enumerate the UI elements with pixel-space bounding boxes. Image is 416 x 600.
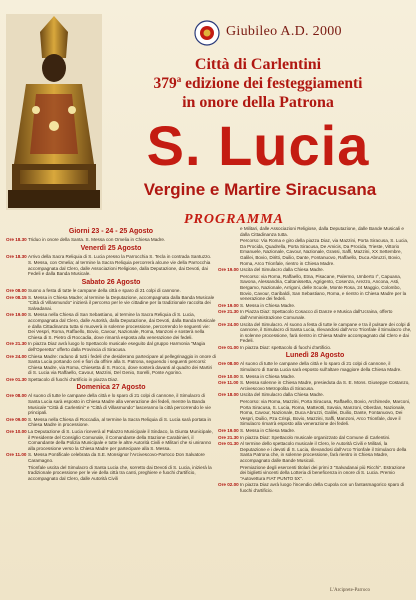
entry-text: Triduo in onore della Santa. S. Messa con Omelia in Chiesa Madre. — [28, 237, 166, 242]
program-entry — [6, 452, 216, 463]
entry-time: Ore 09.00 — [6, 416, 27, 422]
entry-text: S. Messa, con Omelia; al termine la Sacra Reliquia percorrerà alcune vie della Parrocchia accompagnata dal Clero, dalle Associazioni Religiose, dalla Deputazione, dai Devoti, dai Fedeli e dalla Banda Musicale. — [28, 260, 211, 277]
entry-text: Trionfale uscita del Simulacro di Santa Lucia che, sorretto dai Devoti di S. Lucia, inizierà la tradizionale processione per le vie della città tra canti, preghiere e fuochi d'artificio, accompagnato dal Clero, dalle Autorità Civili — [28, 464, 212, 481]
day-heading: Domenica 27 Agosto — [76, 384, 146, 392]
program-entry — [6, 417, 216, 428]
martyr-subtitle: Vergine e Martire Siracusana — [143, 180, 377, 199]
entry-time: Ore 24.00 — [218, 321, 239, 327]
entry-text: S. Messa in Chiesa Madre. — [240, 302, 296, 308]
program-columns — [0, 226, 416, 586]
program-entry — [6, 341, 216, 352]
entry-time: Ore 08.00 — [6, 287, 27, 293]
entry-text: Al suono di tutte le campane della città e lo sparo di 21 colpi di cannone, il Simulacro di Santa Lucia sarà esposto sull'altare maggiore della Chiesa Madre. — [240, 361, 402, 373]
entry-time: Ore 18.30 — [6, 253, 27, 259]
program-entry — [6, 254, 216, 260]
day-heading: Giorni 23 - 24 - 25 Agosto — [68, 228, 154, 235]
entry-time: Ore 08.00 — [218, 361, 239, 367]
entry-text: Premiazione degli esercenti titolari dei primi 3 "Salvadanai più Ricchi". Estrazione dei biglietti vincenti della Lotteria di beneficenza in onore di S. Lucia. Premio "Autovettura FIAT PUNTO 5X". — [240, 464, 406, 481]
program-entry — [218, 380, 412, 391]
entry-text: Arrivo della Sacra Reliquia di S. Lucia presso la Parrocchia S. Tecla in contrada Santuzzo. — [28, 253, 212, 259]
program-entry — [218, 345, 412, 351]
program-entry — [218, 274, 412, 302]
program-entry — [218, 441, 412, 463]
edition-title — [100, 74, 416, 93]
entry-text: In piazza Diaz: Spettacolo musicale organizzato dal Comune di Carlentini. — [240, 434, 391, 440]
program-entry — [218, 238, 412, 266]
entry-time: Ore 11.00 — [218, 380, 239, 386]
day-heading: Sabato 26 Agosto — [81, 278, 141, 286]
entry-text: Uscita del Simulacro. Al suono a festa di tutte le campane e tra il pulsare dei colpi di cannone, il Simulacro di Santa Lucia, rilevandosi dall'Arco Trionfale il Simulacro che, in solenne processione, farà rientro in Chiesa Madre accompagnato dal Clero e dai Fedeli. — [240, 321, 412, 344]
program-entry — [6, 429, 216, 451]
program-entry — [218, 303, 412, 309]
entry-time: Ore 08.00 — [6, 393, 27, 399]
program-entry — [218, 361, 412, 372]
entry-text: Chiesa Madre: raduno di tutti i fedeli che desiderano partecipare al pellegrinaggio in onore di Santa Lucia portando ceri e fiori da offrire alla S. Patrona, seguendo i seguenti percorsi: Chiesa Madre, via Roma, Chiesetta di S. Rocco, dove sosterà davanti al quadro dei Martiri di S. Lucia via Raffaello, Cavour, Mazzini, Del Genio, Sorelli, Ponte Agorino. — [28, 353, 216, 376]
program-entry — [6, 295, 216, 312]
program-entry — [218, 392, 412, 398]
entry-text: e Militari, dalle Associazioni Religiose, dalla Deputazione, dalle Bande Musicali e dalla Cittadinanza tutta. — [240, 226, 404, 237]
saint-name-headline: S. Lucia — [146, 114, 370, 177]
program-entry — [218, 322, 412, 344]
program-entry — [218, 435, 412, 441]
entry-text: S. Messa solenne in Chiesa Madre, presieduta da S. E. Mons. Giuseppe Costanzo, Arcivescovo Metropolita di Siracusa. — [240, 380, 410, 391]
entry-text: S. Messa nella Chiesa di Roccadia, al termine la Sacra Reliquia di S. Lucia sarà portata in Chiesa Madre in processione. — [28, 416, 212, 428]
entry-time: Ore 11.00 — [6, 452, 27, 458]
program-entry — [6, 354, 216, 376]
entry-time: Ore 18.30 — [6, 237, 27, 242]
edition-number: 379 — [153, 75, 177, 93]
entry-time: Ore 21.30 — [6, 341, 27, 347]
program-entry — [218, 309, 412, 320]
program-entry — [218, 399, 412, 427]
entry-text: Uscita del Simulacro dalla Chiesa Madre. — [240, 267, 324, 273]
entry-text: In piazza Diaz: spettacolo di fuochi d'artificio. — [240, 344, 332, 350]
city-title: Città di Carlentini — [194, 56, 322, 73]
signature-line: L'Arciprete-Parroco — [330, 588, 371, 593]
program-entry — [218, 267, 412, 273]
program-entry — [6, 312, 216, 340]
entry-text: Al suono di tutte le campane della città e lo sparo di 21 colpi di cannone, il Simulacro di Santa Lucia sarà esposto in Chiesa Madre alla venerazione dei fedeli, mentre la Banda Musicale "Città di Carlentini" e "Città di Villasmundo" lasceranno la città percorrendo le vie principali. — [28, 393, 211, 416]
entry-time: Ore 08.15 — [6, 294, 27, 300]
program-entry — [6, 288, 216, 294]
entry-text: S. Messa in Chiesa Madre; al termine la Deputazione, accompagnata dalla Banda Musicale "Città di Villasmundo" inizierà il percorso per le vie cittadine per la tradizionale raccolta dei Salvadanai. — [28, 294, 215, 311]
program-entry — [218, 482, 412, 493]
entry-text: Percorso: via Roma, Raffaello, Etna, Pisacane, Palermo, Umberto I°, Capuana, Savona, Alessandria, Caltanissetta, Agrigento, Cosenza, Arezzo, Ancona, Asti, Bergamo, Nazionale, Arrigoni, delle Scuole, Monte Rosa, 24 Maggio, Colombo, Bovio, Cavour, Garibaldi, San Sebastiano, Roma, e rientro in Chiesa Madre per la venerazione dei fedeli. — [240, 273, 407, 302]
entry-text: Uscita del Simulacro dalla Chiesa Madre. — [240, 392, 324, 398]
program-right-column — [218, 226, 412, 586]
program-entry — [6, 237, 216, 243]
entry-text: Percorso: via Roma, Mazzini, Porta Siracusa, Raffaello, Bovio, Archimede, Marconi, Porta Siracusa, S. Lucia, Roma, Matteotti, Savoia, Manzoni, Oberdan, Nazionale, Roma, Cavour, Nazionale, Duca Abruzzi, Galilei, Duilio, Dante, Fontanuovo, Dei Vespri, Duilio, Pza Crispi, Bovio, Mazzini, Saffi, Manzoni, Arco Trionfale, dove il Simulacro rimarrà esposto alla venerazione dei fedeli. — [240, 399, 411, 427]
entry-time: Ore 19.00 — [218, 428, 239, 433]
entry-time: Ore 21.30 — [218, 434, 239, 440]
program-entry — [6, 260, 216, 277]
entry-time — [218, 226, 240, 237]
day-heading: Lunedì 28 Agosto — [285, 352, 345, 360]
poster-header — [0, 0, 416, 232]
program-entry — [6, 465, 216, 482]
entry-time: Ore 18.00 — [218, 392, 239, 398]
entry-text: S. Messa Pontificale celebrata da S.E. Monsignor l'Arcivescovo-Parroco Don Salvatore Caramagno. — [28, 452, 205, 463]
entry-text: Suono a festa di tutte le campane della città e sparo di 21 colpi di cannone. — [28, 287, 181, 293]
edition-text: edizione dei festeggiamenti — [185, 75, 363, 93]
entry-time — [218, 465, 240, 482]
entry-text: In piazza Diaz avrà luogo lo Spettacolo musicale eseguito dal gruppo Harmonia "Magia dell'Operetta" offerto dalla Provincia di Siracusa. — [28, 341, 206, 352]
entry-time: Ore 19.00 — [218, 302, 239, 308]
entry-time: Ore 21.30 — [218, 309, 239, 315]
edition-suffix: a — [176, 74, 182, 84]
entry-text: Al termine dello spettacolo musicale il Clero, le Autorità Civili e Militari, la Deputazione e i devoti di S. Lucia, rilevandosi dall'Arco Trionfale il Simulacro della Santa Patrona che, in solenne processione, farà rientro in Chiesa Madre, accompagnato dalle Bande Musicali. — [240, 441, 407, 463]
entry-text: S. Messa nella Chiesa di San Sebastiano, al termine la Sacra Reliquia di S. Lucia, accompagnata dal Clero, dalle Autorità, dalla Deputazione, dai Devoti, dalla Banda Musicale e dalla Cittadinanza tutta si muoverà in solenne processione, percorrendo le seguenti vie: Dei Vespri, Roma, Raffaello, Bovio, Cavour, Nazionale, Roma, Manzoni e sosterà nella Chiesa di S. Pietro di Roccadia, dove rimarrà esposta alla venerazione dei fedeli. — [28, 312, 216, 340]
program-entry — [218, 374, 412, 380]
jubilee-title: Giubileo A.D. 2000 — [226, 24, 342, 39]
program-entry — [218, 428, 412, 434]
entry-text: In Piazza Diaz: Spettacolo Cosacco di Danze e Musica dall'Ucraina, offerto dall'Amministrazione Comunale. — [240, 309, 393, 320]
entry-text: S. Messa in Chiesa Madre. — [240, 373, 296, 379]
entry-time: Ore 19.00 — [6, 312, 27, 318]
entry-text: Spettacolo di fuochi d'artificio in piazza Diaz. — [28, 376, 119, 382]
entry-time — [6, 465, 28, 482]
program-entry — [6, 377, 216, 383]
entry-text: La Deputazione di S. Lucia riceverà al Palazzo Municipale il Sindaco, la Giunta Municipale, il Presidente del Consiglio Comunale, il Comandante della Stazione Carabinieri, il Comandante della Polizia Municipale e tutte le altre Autorità Civili e Militari che si uniranno alla processione verso la Chiesa Madre per partecipare alla S. Messa. — [28, 429, 213, 451]
entry-time — [6, 260, 28, 277]
entry-text: S. Messa in Chiesa Madre. — [240, 428, 296, 433]
entry-time: Ore 10.00 — [218, 373, 239, 379]
entry-time: Ore 10.00 — [6, 429, 27, 435]
program-left-column — [6, 226, 216, 586]
program-entry — [218, 226, 412, 237]
entry-time: Ore 19.00 — [218, 267, 239, 273]
program-entry — [218, 465, 412, 482]
entry-time — [218, 399, 240, 427]
entry-time: Ore 01.30 — [218, 441, 239, 447]
entry-time — [218, 238, 240, 266]
entry-time: Ore 01.30 — [6, 376, 27, 382]
saint-lucia-statue-image — [6, 14, 102, 210]
entry-text: Percorso: Via Roma e giro della piazza Diaz, via Mazzini, Porta Siracusa, S. Lucia, Da Procida, Quadrella, Porta Siracusa, De Amicis, Da Procida, Trieste, Vittorio Emanuele, Nazionale, Cavour, Nazionale, Grassi, Saffi, Mazzini, XX Settembre, Galilei, Bovio, Diritti, Duilio, Dante, Fontanuovo, Raffaello, Duca Abruzzi, Bovio, Roma, Arco Trionfale, rientro in Chiesa Madre. — [240, 238, 409, 266]
entry-text: In piazza Diaz avrà luogo l'incendio della Cupola con un fantasmagorico sparo di fuochi d'artificio. — [240, 482, 405, 493]
programma-heading: PROGRAMMA — [184, 212, 285, 227]
jubilee-logo-icon — [194, 20, 220, 46]
entry-time: Ore 24.00 — [6, 353, 27, 359]
entry-time: Ore 02.00 — [218, 482, 239, 488]
entry-time: Ore 01.00 — [218, 344, 239, 350]
day-heading: Venerdì 25 Agosto — [80, 244, 142, 252]
entry-time — [218, 274, 240, 302]
program-entry — [6, 393, 216, 415]
patron-subtitle: in onore della Patrona — [182, 94, 334, 111]
